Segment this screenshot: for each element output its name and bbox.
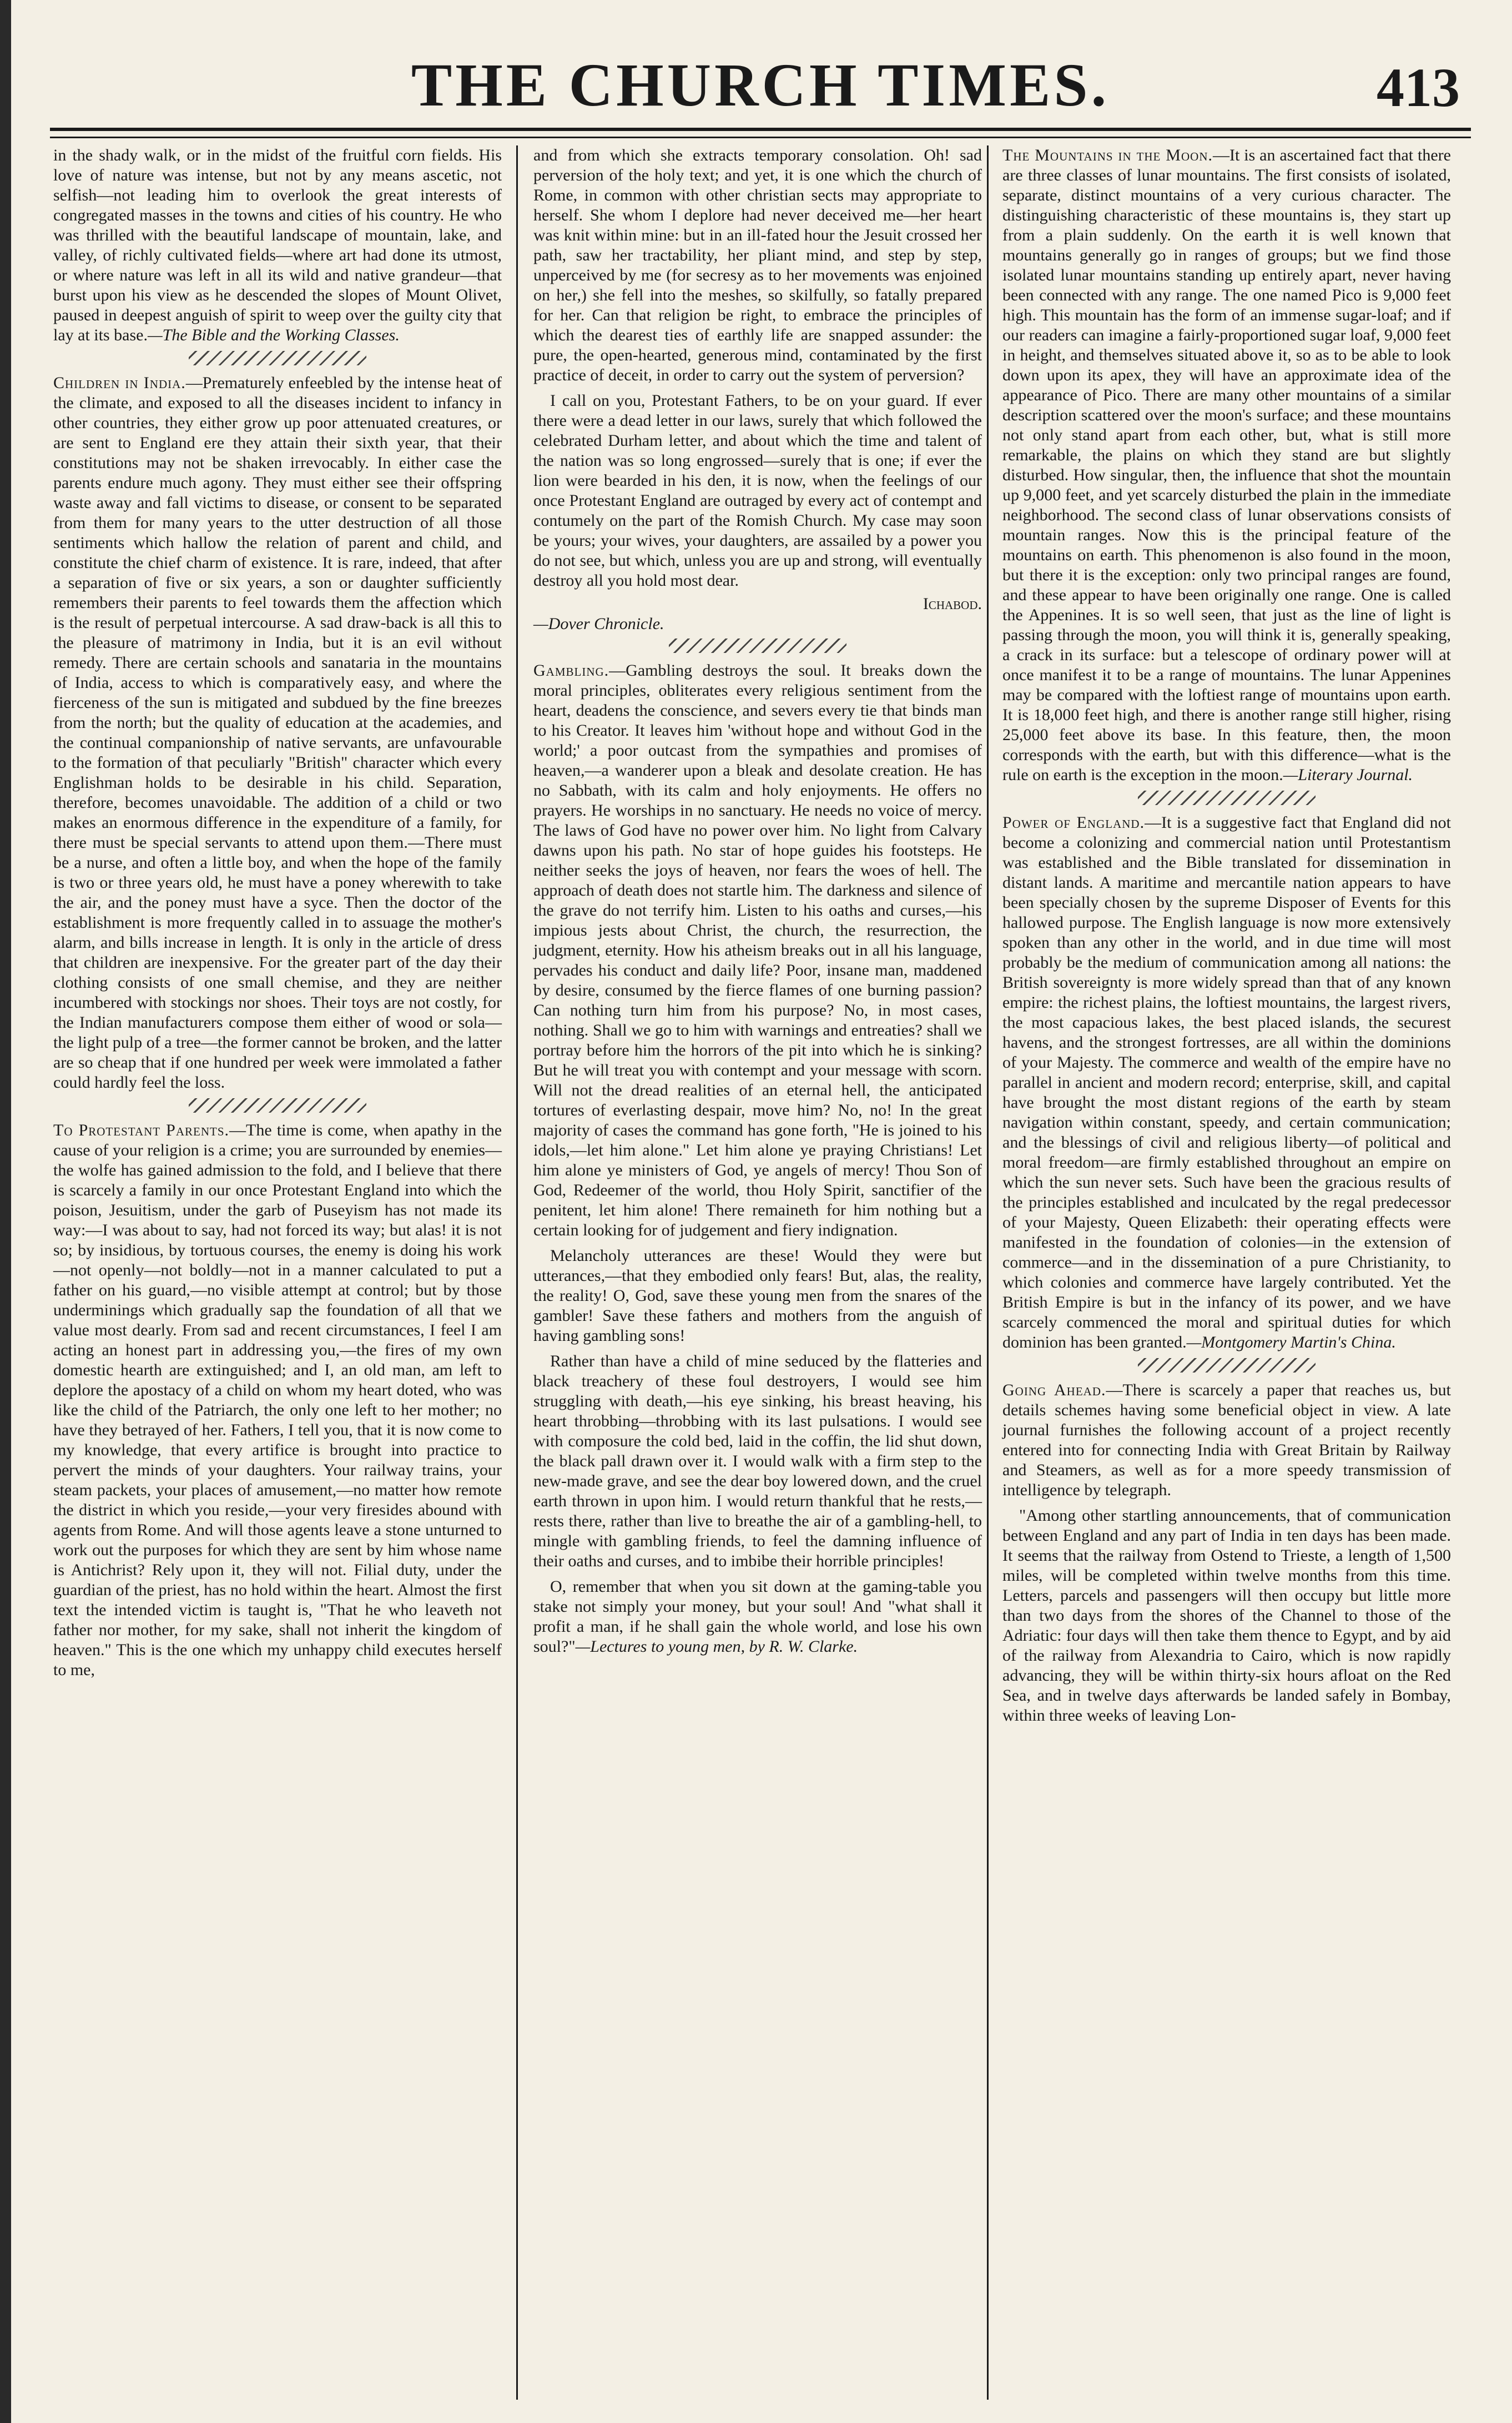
article-body: —It is a suggestive fact that England did not become a colonizing and commercial nation until Protestantism was established and the Bible translated for dissemination in distant lands. A maritime and mercantile nation appears to have been specially chosen by the supreme Disposer of Events for this hallowed purpose. The English language is now more extensively spoken than any other in the world, and in due time will most probably be the medium of communication among all nations: the British sovereignty is more widely spread than that of any known empire: the richest plains, the loftiest mountains, the largest rivers, the most capacious lakes, the best placed islands, the securest havens, and the strongest fortresses, are all within the dominions of your Majesty. The commerce and wealth of the empire have no parallel in ancient and modern record; enterprise, skill, and capital have brought the most distant regions of the earth by steam navigation within constant, speedy, and certain communication; and the blessings of civil and religious liberty—of political and moral freedom—are firmly established throughout an empire on which the sun never sets. Such have been the gracious results of the principles established and inculcated by the regal predecessor of your Majesty, Queen Elizabeth: their operating effects were manifested in the foundation of colonies—in the extension of commerce—and in the dissemination of a pure Christianity, to which colonies and commerce have largely contributed. Yet the British Empire is but in the infancy of its power, and we have scarcely commenced the moral and spiritual duties for which dominion has been granted.: [1002, 813, 1451, 1351]
article-source: —Dover Chronicle.: [533, 615, 664, 633]
article-heading: Gambling.: [533, 661, 609, 680]
article-going-ahead: [1002, 1380, 1451, 1726]
article-divider: [669, 639, 846, 653]
article-body: "Among other startling announcements, that of communication between England and any part of India in ten days has been made. It seems that the railway from Ostend to Trieste, a length of 1,500 miles, will be completed within twelve months from this time. Letters, parcels and passengers will then occupy but little more than two days from the shores of the Channel to those of the Adriatic: four days will then take them thence to Egypt, and by aid of the railway from Alexandria to Cairo, which is now rapidly advancing, they will be within thirty-six hours afloat on the Red Sea, and in twelve days afterwards be landed safely in Bombay, within three weeks of leaving Lon-: [1002, 1506, 1451, 1725]
column-3: [999, 145, 1454, 2400]
article-signature: Ichabod.: [923, 595, 982, 613]
article-body: —There is scarcely a paper that reaches us, but details schemes having some beneficial object in view. A late journal furnishes the following account of a project recently entered into for connecting India with Great Britain by Railway and Steamers, as well as for a more speedy transmission of intelligence by telegraph.: [1002, 1381, 1451, 1499]
scan-binding-edge: [0, 0, 11, 2423]
article-heading: Power of England.: [1002, 813, 1145, 832]
article-body: Melancholy utterances are these! Would they were but utterances,—that they embodied only fears! But, alas, the reality, the reality! O, God, save these young men from the snares of the gambler! Save these fathers and mothers from the anguish of having gambling sons!: [533, 1246, 982, 1345]
page-number: 413: [1377, 57, 1460, 118]
masthead-rule: [50, 128, 1471, 138]
article-divider: [1138, 1358, 1316, 1373]
column-rule: [987, 145, 989, 2400]
article-source: —Lectures to young men, by R. W. Clarke.: [575, 1637, 858, 1656]
column-2: [530, 145, 985, 2400]
article-protestant-parents-continued: [533, 145, 982, 634]
article-body: Rather than have a child of mine seduced by the flatteries and black treachery of these foul destroyers, I would see him struggling with death,—his eye sinking, his breast heaving, his heart throbbing—throbbing with its last pulsations. I would see with composure the cold bed, laid in the coffin, the lid shut down, the black pall drawn over it. I would walk with a firm step to the new-made grave, and see the dear boy lowered down, and the cruel earth thrown in upon him. I would return thankful that he rests,—rests there, rather than live to breathe the air of a gambling-hell, to mingle with gambling friends, to feel the damning influence of their oaths and curses, and to imbibe their horrible principles!: [533, 1352, 982, 1570]
article-children-in-india: [53, 373, 502, 1093]
article-heading: The Mountains in the Moon.: [1002, 146, 1213, 164]
article-body: O, remember that when you sit down at the gaming-table you stake not simply your money, but your soul! And "what shall it profit a man, if he shall gain the whole world, and lose his own soul?": [533, 1577, 982, 1656]
article-body: in the shady walk, or in the midst of the fruitful corn fields. His love of nature was intense, but not by any means ascetic, not selfish—not leading him to overlook the great interests of congregated masses in the towns and cities of his country. He who was thrilled with the beautiful landscape of mountain, lake, and valley, of richly cultivated fields—where art had done its utmost, or where nature was left in all its wild and native grandeur—that burst upon his view as he descended the slopes of Mount Olivet, paused in deepest anguish of spirit to weep over the guilty city that lay at its base.: [53, 146, 502, 344]
article-source: —Literary Journal.: [1283, 766, 1413, 784]
article-heading: To Protestant Parents.: [53, 1121, 230, 1139]
article-body: I call on you, Protestant Fathers, to be on your guard. If ever there were a dead letter in our laws, surely that which followed the celebrated Durham letter, and about which the time and talent of the nation was so long engrossed—surely that is one; if ever the lion were bearded in his den, it is now, when the feelings of our once Protestant England are outraged by every act of contempt and contumely on the part of the Romish Church. My case may soon be yours; your wives, your daughters, are assailed by a power you do not see, but which, unless you are up and strong, will eventually destroy all you hold most dear.: [533, 391, 982, 590]
article-body: —The time is come, when apathy in the cause of your religion is a crime; you are surrounded by enemies—the wolfe has gained admission to the fold, and I believe that there is scarcely a family in our once Protestant England into which the poison, Jesuitism, under the garb of Puseyism has not made its way:—I was about to say, had not forced its way; but alas! it is not so; by insidious, by tortuous courses, the enemy is doing his work—not openly—not boldly—not in a manner calculated to put a father on his guard,—no visible attempt at control; but by those underminings which gradually sap the foundation of all that we value most dearly. From sad and recent circumstances, I feel I am acting an honest part in addressing you,—the fires of my own domestic hearth are extinguished; and I, an old man, am left to deplore the apostacy of a child on whom my heart doted, who was like the child of the Patriarch, the only one left to her mother; no have they betrayed of her. Fathers, I tell you, that it is now come to my knowledge, that every artifice is brought into practice to pervert the minds of your daughters. Your railway trains, your steam packets, your places of amusement,—no matter how remote the district in which you reside,—your very firesides abound with agents from Rome. And will those agents leave a stone unturned to work out the purposes for which they are sent by him whose name is Antichrist? Rely upon it, they will not. Filial duty, under the guardian of the priest, has no hold within the heart. Almost the first text the intended victim is taught is, "That he who leaveth not father nor mother, for my sake, shall not inherit the kingdom of heaven." This is the one which my unhappy child executes herself to me,: [53, 1121, 502, 1679]
article-divider: [189, 1098, 366, 1113]
article-divider: [189, 351, 366, 365]
article-divider: [1138, 791, 1316, 805]
article-source: —The Bible and the Working Classes.: [147, 326, 400, 344]
article-source: —Montgomery Martin's China.: [1186, 1333, 1396, 1351]
article-body: —Gambling destroys the soul. It breaks down the moral principles, obliterates every religious sentiment from the heart, deadens the conscience, and severs every tie that binds man to his Creator. It leaves him 'without hope and without God in the world;' a poor outcast from the sympathies and promises of heaven,—a wanderer upon a bleak and desolate creation. He has no Sabbath, with its calm and holy enjoyments. He offers no prayers. He worships in no sanctuary. He needs no voice of mercy. The laws of God have no power over him. No light from Calvary dawns upon his path. No star of hope guides his footsteps. He neither seeks the joys of heaven, nor fears the woes of hell. The approach of death does not startle him. The darkness and silence of the grave do not terrify him. Listen to his oaths and curses,—his impious jests about Christ, the church, the resurrection, the judgment, eternity. How his atheism breaks out in all his language, pervades his conduct and daily life? Poor, insane man, maddened by desire, consumed by the fierce flames of one burning passion? Can nothing turn him from his purpose? No, in most cases, nothing. Shall we go to him with warnings and entreaties? shall we portray before him the horrors of the pit into which he is sinking? But he will treat you with contempt and your message with scorn. Will not the dread realities of an eternal hell, the anticipated tortures of everlasting despair, move him? No, no! In the great majority of cases the command has gone forth, "He is joined to his idols,—let him alone." Let him alone ye praying Christians! Let him alone ye ministers of God, ye angels of mercy! Thou Son of God, Redeemer of the world, thou Holy Spirit, sanctifier of the penitent, let him alone! There remaineth for him nothing but a certain looking for of judgement and fiery indignation.: [533, 661, 982, 1239]
newspaper-title: THE CHURCH TIMES.: [411, 51, 1110, 119]
article-gambling: [533, 661, 982, 1657]
article-heading: Children in India.: [53, 374, 186, 392]
article-body: —Prematurely enfeebled by the intense heat of the climate, and exposed to all the diseases incident to infancy in other countries, they either grow up poor attenuated creatures, or are sent to England ere they attain their sixth year, that their constitutions may not be shaken irrevocably. In either case the parents endure much agony. They must either see their offspring waste away and fall victims to disease, or consent to be separated from them for many years to the utter destruction of all those sentiments which hallow the relation of parent and child, and constitute the chief charm of existence. It is rare, indeed, that after a separation of five or six years, a son or daughter sufficiently remembers their parents to feel towards them the affection which is the result of perpetual intercourse. A sad draw-back is all this to the pleasure of matrimony in India, but it is an evil without remedy. There are certain schools and sanataria in the mountains of India, access to which is comparatively easy, and where the fierceness of the sun is mitigated and subdued by the fine breezes from the north; but the quality of education at the academies, and the continual companionship of native servants, are unfavourable to the formation of that peculiarly "British" character which every Englishman holds to be desirable in his child. Separation, therefore, becomes unavoidable. The addition of a child or two makes an enormous difference in the expenditure of a family, for there must be special servants to attend upon them.—There must be a nurse, and often a little boy, and when the hope of the family is two or three years old, he must have a poney wherewith to take the air, and the poney must have a syce. Then the doctor of the establishment is more frequently called in to assuage the mother's alarm, and bills increase in length. It is only in the article of dress that children are inexpensive. For the greater part of the day their clothing consists of one small chemise, and they are neither incumbered with stockings nor shoes. Their toys are not costly, for the Indian manufacturers compose them either of wood or sola—the light pulp of a tree—the former cannot be broken, and the latter are so cheap that if one hundred per week were immolated a father could hardly feel the loss.: [53, 374, 502, 1092]
column-1: [50, 145, 505, 2400]
article-protestant-parents: [53, 1120, 502, 1680]
article-body: —It is an ascertained fact that there are three classes of lunar mountains. The first consists of isolated, separate, distinct mountains of a very curious character. The distinguishing characteristic of these mountains is, they start up from a plain suddenly. On the earth it is well known that mountains generally go in ranges of groups; but we find those isolated lunar mountains standing up entirely apart, never having been connected with any range. The one named Pico is 9,000 feet high. This mountain has the form of an immense sugar-loaf; and if our readers can imagine a fairly-proportioned sugar loaf, 9,000 feet in height, and themselves situated above it, so as to be able to look down upon its apex, they will have an approximate idea of the appearance of Pico. There are many other mountains of a similar description scattered over the moon's surface; and these mountains not only stand apart from each other, but, what is still more remarkable, the plains on which they stand are but slightly disturbed. How singular, then, the influence that shot the mountain up 9,000 feet, and yet scarcely disturbed the plain in the immediate neighborhood. The second class of lunar observations consists of mountain ranges. Now this is the principal feature of the mountains on earth. This phenomenon is also found in the moon, but there it is the exception: only two principal ranges are found, and these appear to have been originally one range. One is called the Appenines. It is so well seen, that just as the line of light is passing through the moon, you will think it is, generally speaking, a crack in its surface: but a telescope of ordinary power will at once manifest it to be a range of mountains. The lunar Appenines may be compared with the loftiest range of mountains upon earth. It is 18,000 feet high, and there is another range still higher, rising 25,000 feet above its base. In this feature, then, the moon corresponds with the earth, but with this difference—what is the rule on earth is the exception in the moon.: [1002, 146, 1451, 784]
article-bible-working-classes: [53, 145, 502, 345]
masthead: [50, 39, 1471, 133]
column-rule: [516, 145, 518, 2400]
article-power-of-england: [1002, 813, 1451, 1353]
article-mountains-in-the-moon: [1002, 145, 1451, 785]
article-heading: Going Ahead.: [1002, 1381, 1106, 1399]
article-body: and from which she extracts temporary consolation. Oh! sad perversion of the holy text; and yet, it is one which the church of Rome, in common with other christian sects may appropriate to herself. She whom I deplore had never deceived me—her heart was knit within mine: but in an ill-fated hour the Jesuit crossed her path, saw her tractability, her pliant mind, and step by step, unperceived by me (for secresy as to her movements was enjoined on her,) she fell into the meshes, so skilfully, so fatally prepared for her. Can that religion be right, to embrace the principles of which the dearest ties of earthly life are snapped assunder: the pure, the open-hearted, generous mind, contaminated by the first practice of deceit, in order to carry out the system of perversion?: [533, 146, 982, 384]
